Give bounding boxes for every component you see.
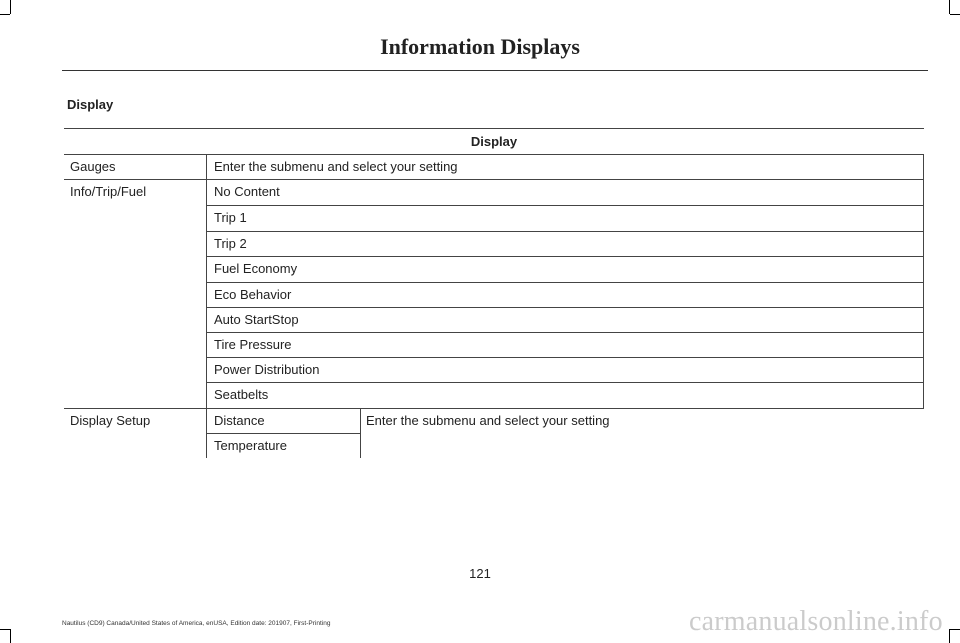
option-seatbelts: Seatbelts <box>214 387 269 402</box>
row-divider <box>206 282 924 283</box>
row-divider <box>206 307 924 308</box>
row-value-display-setup: Enter the submenu and select your setting <box>366 413 610 428</box>
crop-mark-bottom-left <box>10 629 11 643</box>
row-divider <box>206 332 924 333</box>
column-divider <box>206 154 207 458</box>
crop-mark-top-right <box>949 0 950 14</box>
option-trip-2: Trip 2 <box>214 236 247 251</box>
option-auto-startstop: Auto StartStop <box>214 312 299 327</box>
row-label-info-trip-fuel: Info/Trip/Fuel <box>70 184 147 199</box>
column-divider <box>360 408 361 458</box>
option-power-distribution: Power Distribution <box>214 362 320 377</box>
option-eco-behavior: Eco Behavior <box>214 287 292 302</box>
option-distance: Distance <box>214 413 265 428</box>
header-rule <box>62 70 928 71</box>
option-no-content: No Content <box>214 184 280 199</box>
crop-mark-top-right <box>950 14 960 15</box>
option-tire-pressure: Tire Pressure <box>214 337 292 352</box>
crop-mark-top-left <box>10 0 11 14</box>
row-label-display-setup: Display Setup <box>70 413 151 428</box>
page-number: 121 <box>469 566 491 581</box>
table-caption: Display <box>470 134 518 149</box>
row-divider <box>64 179 924 180</box>
crop-mark-bottom-left <box>0 629 10 630</box>
section-heading: Display <box>67 97 114 112</box>
row-value-gauges: Enter the submenu and select your setting <box>214 159 458 174</box>
column-divider <box>923 154 924 408</box>
crop-mark-bottom-right <box>949 629 950 643</box>
row-divider <box>206 382 924 383</box>
row-divider <box>206 231 924 232</box>
option-temperature: Temperature <box>214 438 287 453</box>
option-fuel-economy: Fuel Economy <box>214 261 298 276</box>
row-divider <box>206 256 924 257</box>
row-divider <box>64 154 924 155</box>
row-divider <box>206 205 924 206</box>
row-label-gauges: Gauges <box>70 159 116 174</box>
watermark: carmanualsonline.info <box>689 606 943 637</box>
crop-mark-bottom-right <box>950 629 960 630</box>
crop-mark-top-left <box>0 14 10 15</box>
page-header-title: Information Displays <box>380 34 580 59</box>
option-trip-1: Trip 1 <box>214 210 247 225</box>
footer-edition-text: Nautilus (CD9) Canada/United States of America, enUSA, Edition date: 201907, First-Printing <box>62 620 331 627</box>
